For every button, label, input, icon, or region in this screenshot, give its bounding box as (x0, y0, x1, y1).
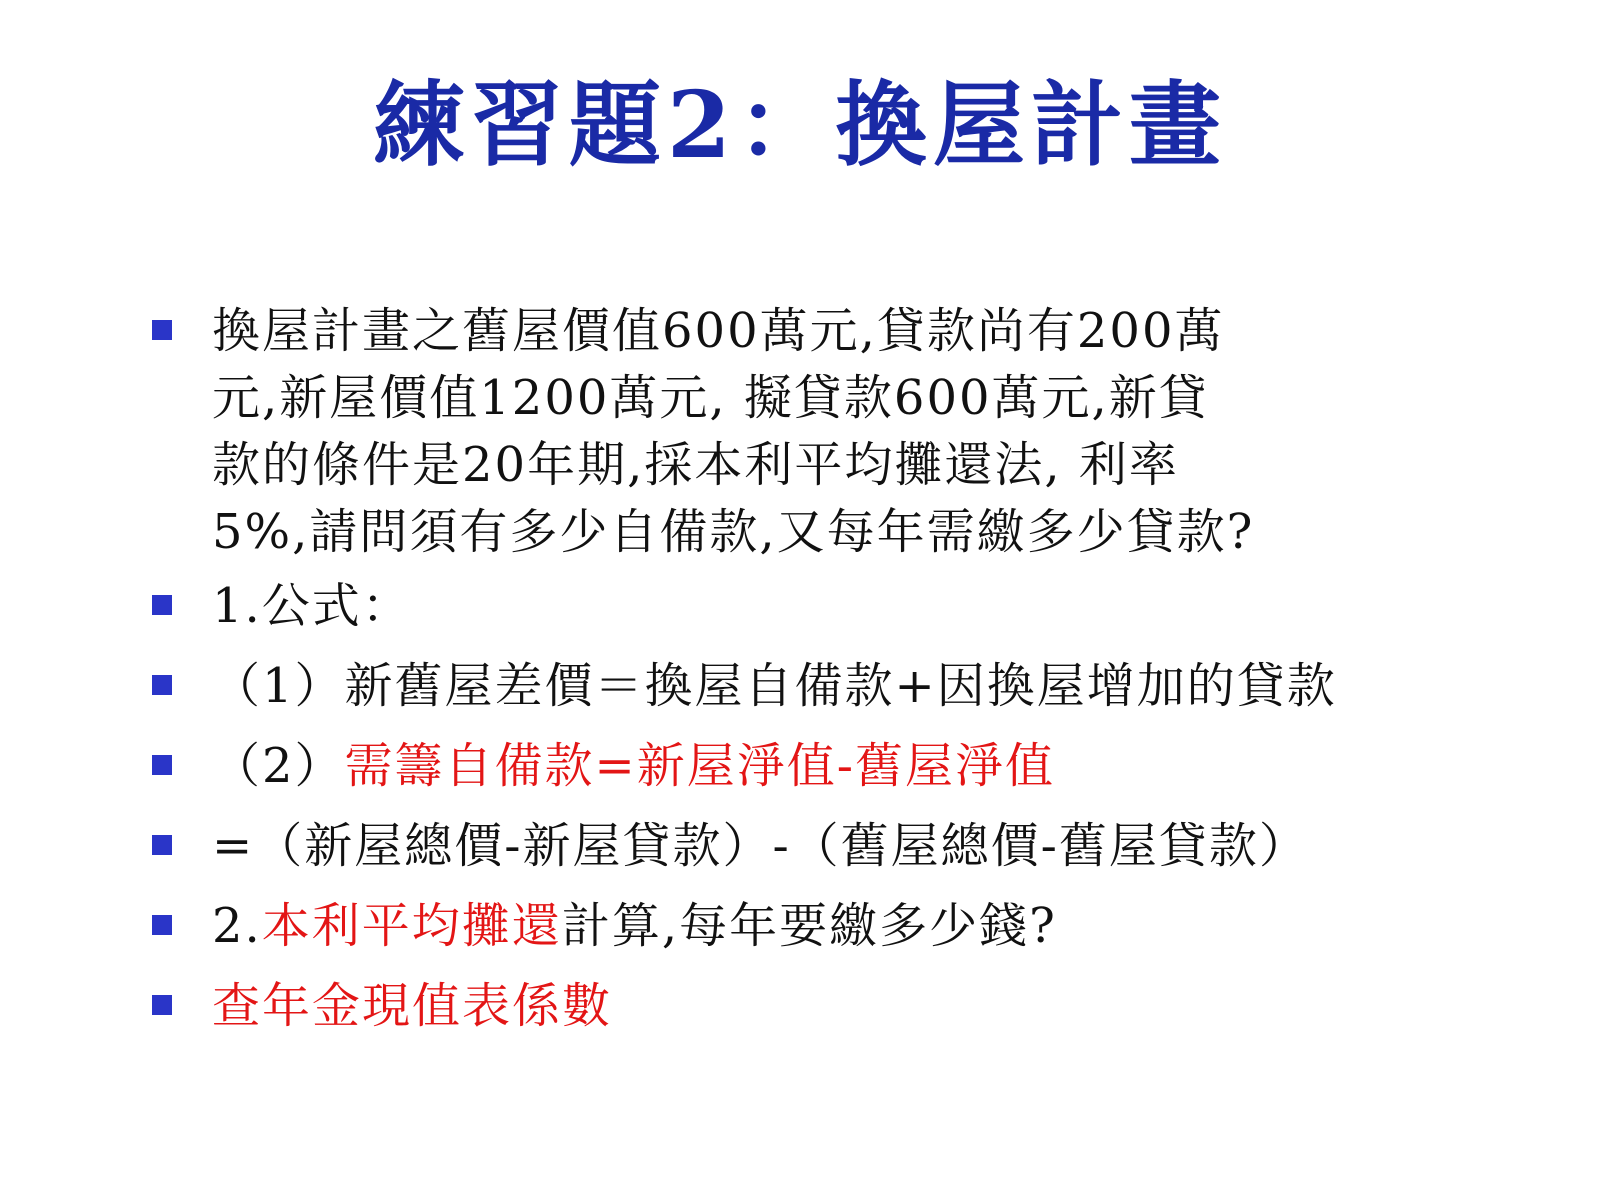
bullet-item-formula-1 (148, 653, 1508, 720)
bullet-highlight: 查年金現值表係數 (212, 978, 613, 1034)
square-bullet-icon (152, 915, 172, 935)
bullet-item-formula-2 (148, 733, 1508, 800)
bullet-item-problem (148, 298, 1508, 566)
bullet-item-formula-expansion (148, 813, 1508, 880)
bullet-text: （1）新舊屋差價＝換屋自備款+因換屋增加的貸款 (212, 658, 1337, 714)
slide-title: 練習題2：換屋計畫 (372, 71, 1227, 179)
problem-line-2: 元,新屋價值1200萬元, 擬貸款600萬元,新貸 (212, 370, 1209, 426)
bullet-highlight: 需籌自備款=新屋淨值-舊屋淨值 (344, 738, 1055, 794)
bullet-highlight: 本利平均攤還 (261, 898, 562, 954)
bullet-prefix: （2） (212, 738, 345, 794)
bullet-text: =（新屋總價-新屋貸款）-（舊屋總價-舊屋貸款） (212, 818, 1309, 874)
bullet-suffix: 計算,每年要繳多少錢? (561, 898, 1057, 954)
problem-line-1: 換屋計畫之舊屋價值600萬元,貸款尚有200萬 (212, 303, 1225, 359)
bullet-item-annual-payment (148, 893, 1508, 960)
square-bullet-icon (152, 675, 172, 695)
square-bullet-icon (152, 995, 172, 1015)
square-bullet-icon (152, 320, 172, 340)
bullet-prefix: 2. (212, 898, 262, 954)
square-bullet-icon (152, 595, 172, 615)
bullet-item-formula-heading (148, 573, 1508, 640)
bullet-list (148, 298, 1508, 1053)
problem-line-3: 款的條件是20年期,採本利平均攤還法, 利率 (212, 437, 1179, 493)
square-bullet-icon (152, 835, 172, 855)
problem-line-4: 5%,請問須有多少自備款,又每年需繳多少貸款? (212, 504, 1255, 560)
bullet-item-annuity-table (148, 973, 1508, 1040)
square-bullet-icon (152, 755, 172, 775)
bullet-text: 1.公式： (212, 578, 412, 634)
